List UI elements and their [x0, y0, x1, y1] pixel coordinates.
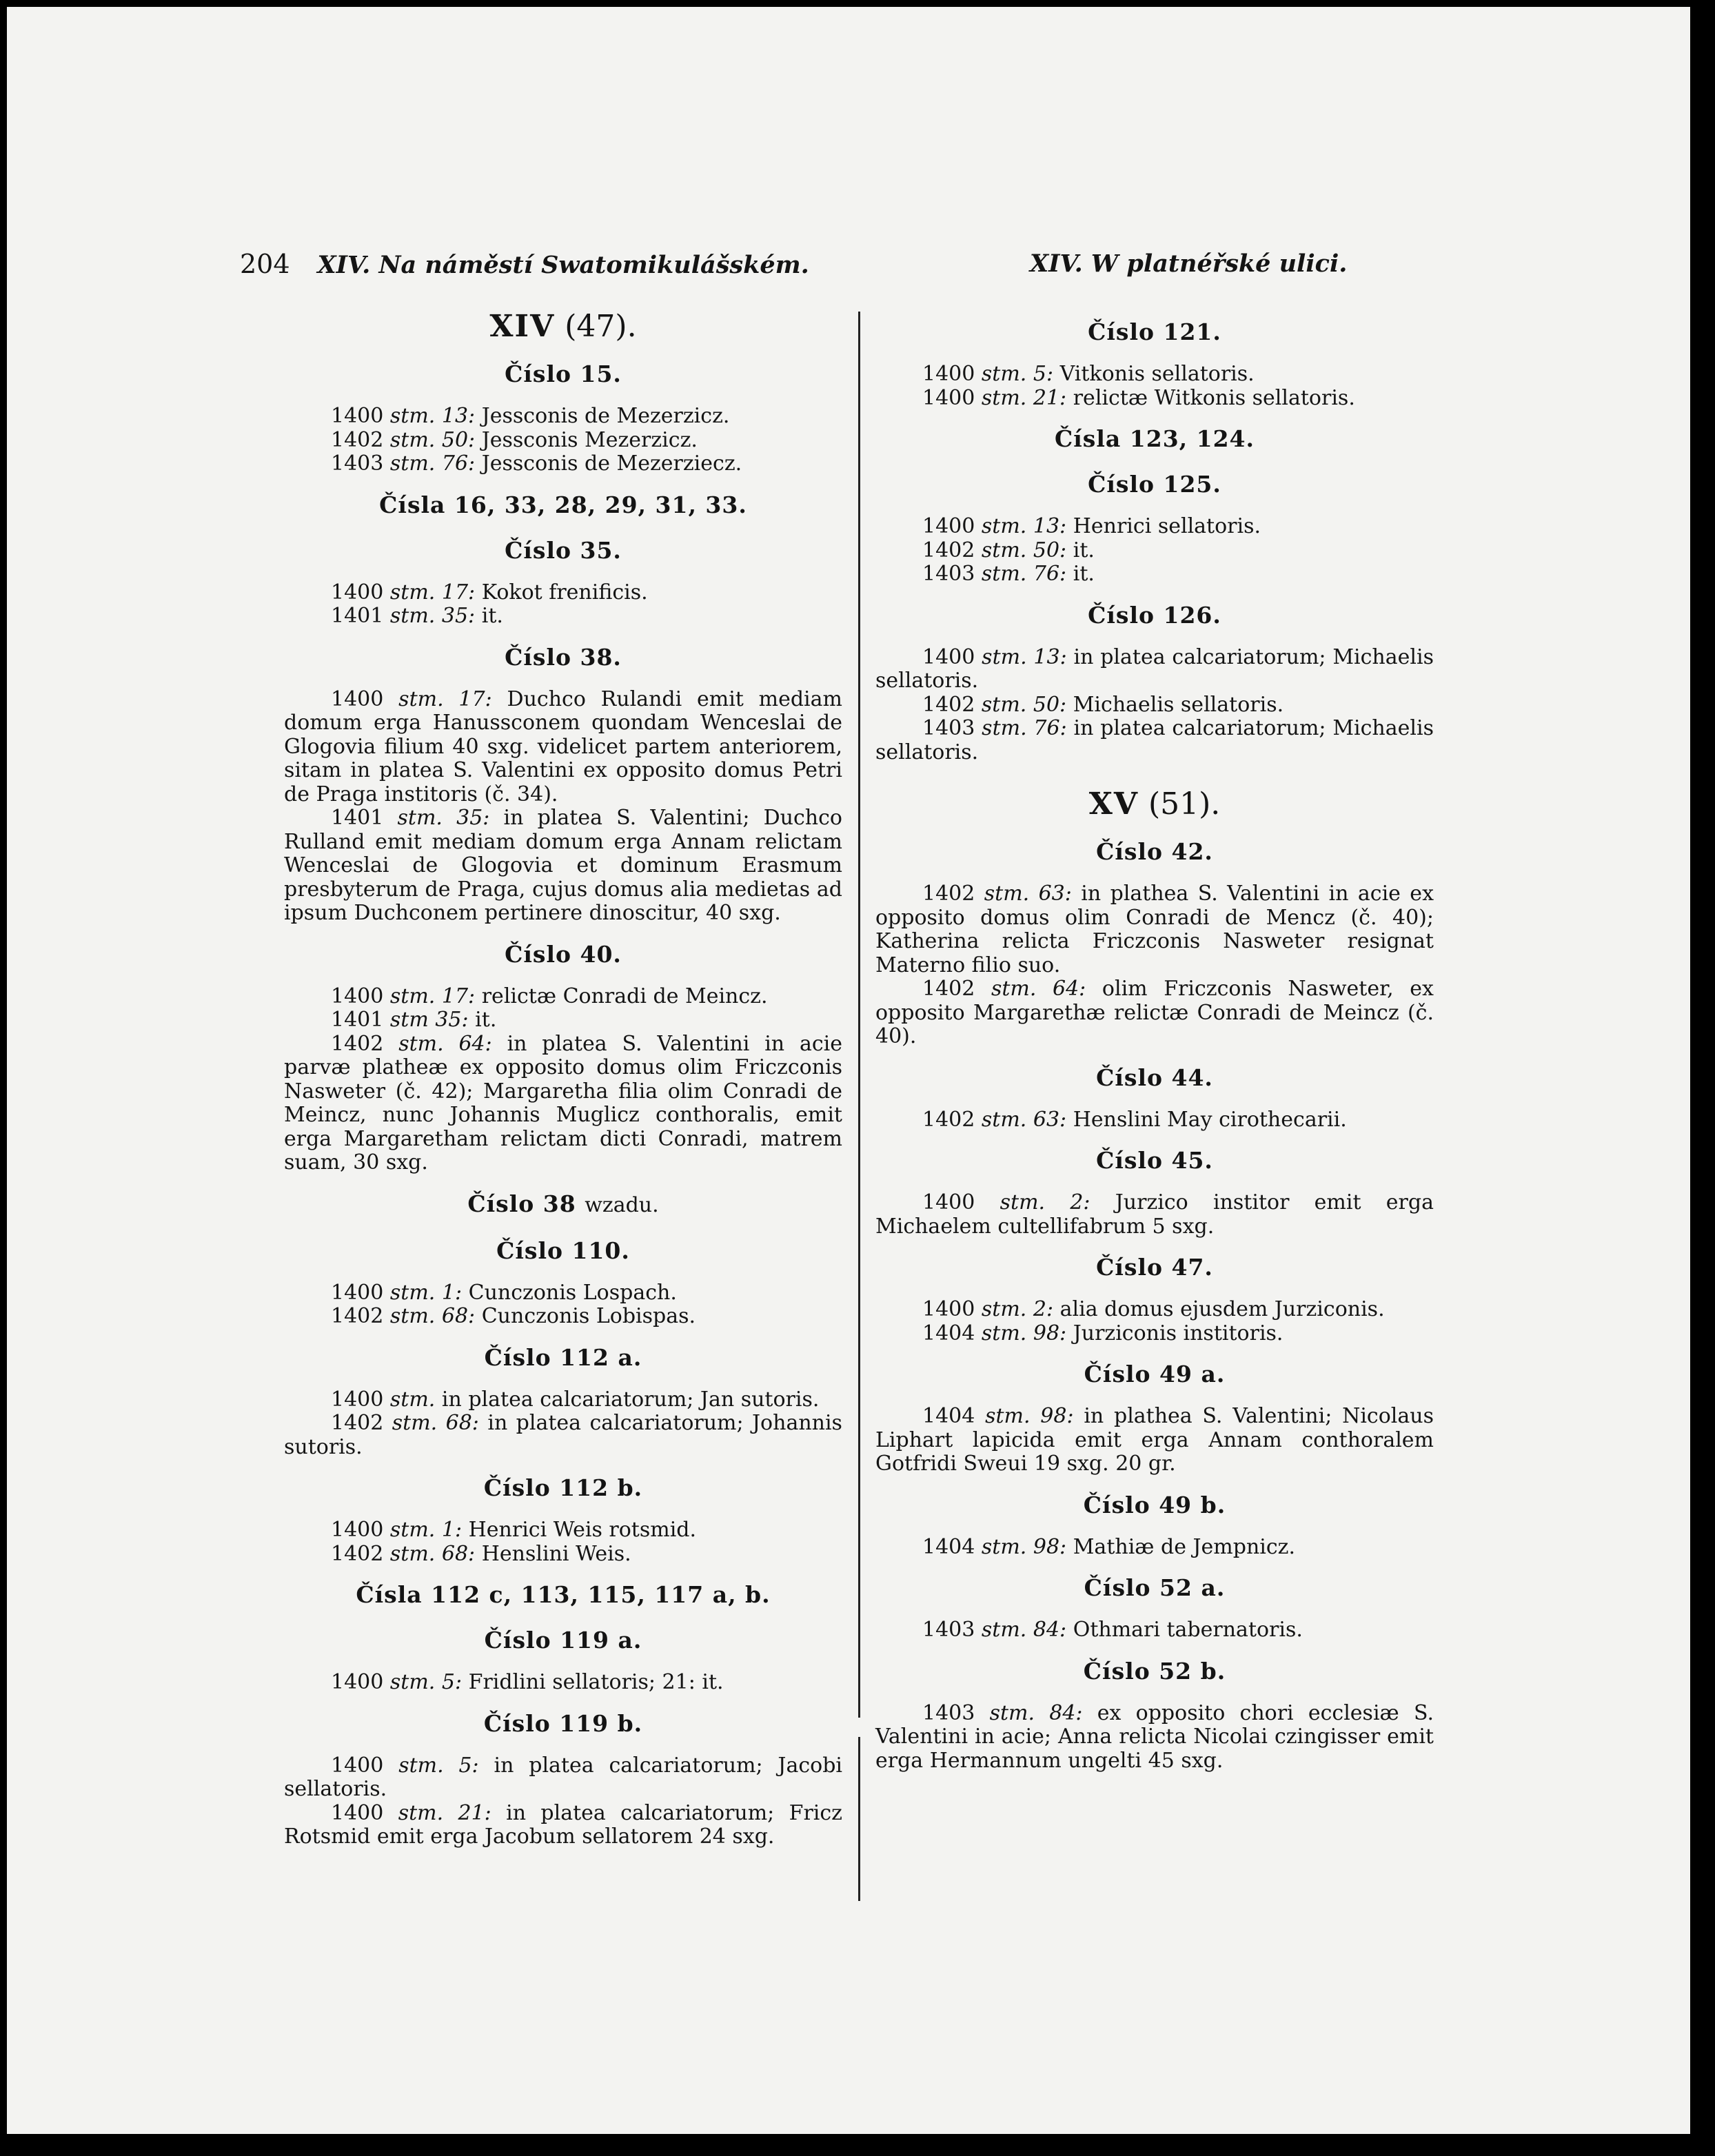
entry-heading	[875, 317, 1434, 347]
heading-text: Číslo 119 b.	[483, 1709, 643, 1737]
entry-heading	[284, 939, 842, 970]
entry-year: 1403	[922, 1700, 975, 1725]
entry-text: in platea calcariatorum; Jan sutoris.	[441, 1387, 820, 1412]
entry-text: Jessconis Mezerzicz.	[481, 427, 698, 452]
record-entry	[875, 1618, 1434, 1643]
heading-text: Číslo 15.	[505, 360, 622, 387]
entry-heading	[284, 1189, 842, 1221]
entry-text: Henslini Weis.	[481, 1541, 631, 1566]
entry-stm: stm. 35:	[389, 604, 476, 628]
entry-stm: stm. 13:	[389, 404, 476, 428]
entry-text: in platea calcariatorum; Michaelis sellatoris.	[875, 716, 1434, 764]
record-entry	[875, 1702, 1434, 1773]
record-entry	[875, 515, 1434, 539]
entry-stm: stm. 2:	[999, 1190, 1090, 1214]
entry-heading	[875, 1573, 1434, 1603]
entry-text: Jurziconis institoris.	[1073, 1321, 1283, 1345]
entry-year: 1400	[331, 1670, 384, 1694]
section-title	[875, 786, 1434, 822]
entry-text: in plathea S. Valentini; Nicolaus Liphart lapicida emit erga Annam conthoralem Gotfridi Sweui 19 sxg. 20 gr.	[875, 1404, 1434, 1476]
entry-year: 1404	[922, 1534, 975, 1559]
heading-text: Číslo 42.	[1096, 838, 1213, 865]
entry-year: 1402	[331, 1541, 384, 1566]
record-entry	[875, 1298, 1434, 1322]
record-entry	[875, 1108, 1434, 1132]
entry-stm: stm.	[389, 1387, 436, 1412]
entry-text: in platea calcariatorum; Jacobi sellatoris.	[284, 1753, 843, 1801]
entry-heading	[284, 536, 842, 566]
entry-stm: stm. 13:	[981, 514, 1067, 538]
entry-year: 1402	[922, 1107, 975, 1132]
column-divider-lower	[858, 1737, 860, 1901]
heading-suffix: wzadu.	[585, 1192, 659, 1217]
record-entry	[284, 1281, 842, 1305]
page-sheet	[7, 7, 1690, 2134]
entry-year: 1404	[922, 1404, 975, 1428]
entry-heading	[284, 1709, 842, 1739]
entry-stm: stm. 13:	[982, 644, 1067, 669]
heading-text: Číslo 110.	[496, 1237, 630, 1264]
entry-stm: stm. 98:	[981, 1534, 1067, 1559]
entry-text: Fridlini sellatoris; 21: it.	[468, 1670, 724, 1694]
entry-year: 1403	[922, 716, 975, 740]
entry-stm: stm. 17:	[398, 687, 492, 711]
heading-text: Číslo 112 a.	[484, 1343, 642, 1371]
record-entry	[284, 604, 842, 629]
entry-stm: stm. 84:	[981, 1618, 1067, 1642]
entry-heading	[875, 1252, 1434, 1283]
entry-year: 1400	[331, 580, 384, 604]
entry-text: it.	[475, 1008, 497, 1032]
entry-text: olim Friczconis Nasweter, ex opposito Margarethæ relictæ Conradi de Meincz (č. 40).	[875, 977, 1434, 1048]
entry-text: Jessconis de Mezerziecz.	[481, 451, 742, 476]
heading-text: Číslo 38.	[505, 643, 622, 671]
record-entry	[284, 1305, 842, 1329]
record-entry	[875, 717, 1434, 764]
entry-stm: stm. 64:	[398, 1031, 492, 1056]
record-entry	[875, 387, 1434, 411]
running-head-right	[1030, 247, 1347, 281]
entry-stm: stm. 76:	[981, 562, 1067, 586]
heading-text: Čísla 112 c, 113, 115, 117 a, b.	[356, 1581, 771, 1608]
entry-heading	[284, 359, 842, 389]
entry-year: 1400	[922, 1297, 975, 1321]
heading-text: Číslo 121.	[1088, 318, 1221, 345]
entry-year: 1400	[331, 1518, 384, 1542]
entry-heading	[284, 642, 842, 673]
entry-text: relictæ Witkonis sellatoris.	[1073, 385, 1355, 410]
entry-text: Henrici Weis rotsmid.	[468, 1518, 697, 1542]
entry-text: in plathea S. Valentini in acie ex opposito domus olim Conradi de Mencz (č. 40); Katherina relicta Friczconis Nasweter resignat Materno filio suo.	[875, 882, 1434, 977]
entry-stm: stm. 17:	[389, 984, 476, 1008]
record-entry	[284, 581, 842, 605]
entry-heading	[875, 600, 1434, 631]
section-number: (51).	[1148, 786, 1221, 822]
entry-stm: stm 35:	[389, 1008, 469, 1032]
record-entry	[284, 1671, 842, 1695]
record-entry	[875, 1536, 1434, 1560]
entry-heading	[284, 1236, 842, 1266]
entry-stm: stm. 35:	[397, 806, 490, 830]
entry-year: 1400	[922, 644, 975, 669]
entry-year: 1400	[331, 404, 384, 428]
record-entry	[875, 1191, 1434, 1239]
heading-text: Číslo 112 b.	[483, 1474, 643, 1501]
right-title: XIV. W platnéřské ulici.	[1030, 250, 1348, 278]
left-title: XIV. Na náměstí Swatomikulášském.	[317, 251, 809, 279]
heading-text: Číslo 52 a.	[1084, 1574, 1226, 1601]
heading-text: Číslo 38	[467, 1190, 576, 1217]
heading-text: Číslo 35.	[505, 536, 622, 564]
entry-stm: stm. 76:	[982, 716, 1067, 740]
entry-year: 1400	[922, 1190, 975, 1214]
record-entry	[875, 539, 1434, 563]
record-entry	[284, 688, 842, 807]
entry-heading	[284, 1473, 842, 1503]
entry-year: 1400	[922, 362, 975, 386]
entry-text: Cunczonis Lobispas.	[481, 1304, 696, 1328]
entry-text: Mathiæ de Jempnicz.	[1073, 1534, 1296, 1559]
entry-year: 1402	[922, 977, 975, 1001]
heading-text: Číslo 125.	[1088, 471, 1221, 498]
entry-stm: stm. 5:	[981, 362, 1054, 386]
column-divider	[858, 312, 860, 1718]
entry-stm: stm. 63:	[984, 882, 1072, 906]
entry-year: 1402	[922, 538, 975, 562]
entry-text: Jessconis de Mezerzicz.	[481, 404, 730, 428]
entry-stm: stm. 98:	[985, 1404, 1074, 1428]
entry-stm: stm. 68:	[389, 1541, 476, 1566]
entry-stm: stm. 68:	[392, 1411, 479, 1435]
record-entry	[284, 806, 842, 926]
entry-heading	[875, 837, 1434, 867]
record-entry	[875, 1405, 1434, 1476]
entry-stm: stm. 76:	[389, 451, 476, 476]
record-entry	[284, 1008, 842, 1033]
entry-heading	[875, 1656, 1434, 1687]
heading-text: Číslo 44.	[1096, 1064, 1213, 1091]
entry-heading	[875, 1146, 1434, 1176]
heading-text: Číslo 45.	[1096, 1147, 1213, 1174]
entry-heading	[284, 1580, 842, 1610]
entry-heading	[875, 1063, 1434, 1093]
entry-year: 1400	[331, 1387, 384, 1412]
entry-text: it.	[1073, 562, 1095, 586]
section-number: (47).	[565, 309, 637, 344]
entry-stm: stm. 1:	[389, 1518, 463, 1542]
entry-text: Michaelis sellatoris.	[1073, 692, 1284, 717]
entry-heading	[875, 1359, 1434, 1390]
entry-text: Jurzico institor emit erga Michaelem cultellifabrum 5 sxg.	[875, 1190, 1434, 1239]
entry-stm: stm. 17:	[389, 580, 476, 604]
entry-stm: stm. 68:	[389, 1304, 476, 1328]
entry-stm: stm. 5:	[389, 1670, 463, 1694]
entry-year: 1402	[331, 1031, 384, 1056]
record-entry	[875, 693, 1434, 718]
entry-year: 1400	[922, 514, 975, 538]
entry-heading	[875, 469, 1434, 500]
entry-stm: stm. 98:	[981, 1321, 1067, 1345]
entry-stm: stm. 21:	[398, 1800, 491, 1825]
entry-stm: stm. 21:	[981, 385, 1067, 410]
record-entry	[875, 882, 1434, 977]
entry-year: 1400	[922, 385, 975, 410]
heading-text: Čísla 16, 33, 28, 29, 31, 33.	[379, 491, 747, 518]
section-roman: XIV	[489, 309, 556, 344]
record-entry	[875, 646, 1434, 693]
heading-text: Číslo 52 b.	[1083, 1657, 1226, 1685]
entry-text: relictæ Conradi de Meincz.	[481, 984, 768, 1008]
entry-text: in platea S. Valentini in acie parvæ platheæ ex opposito domus olim Friczconis Nasweter (č. 42); Margaretha filia olim Conradi de Meincz, nunc Johannis Muglicz conthoralis, emit erga Margaretham relictam dicti Conradi, matrem suam, 30 sxg.	[284, 1031, 842, 1174]
entry-year: 1404	[922, 1321, 975, 1345]
entry-stm: stm. 84:	[989, 1700, 1083, 1725]
entry-year: 1400	[331, 687, 384, 711]
record-entry	[284, 1388, 842, 1412]
section-title	[284, 309, 842, 344]
record-entry	[284, 452, 842, 476]
entry-stm: stm. 5:	[398, 1753, 479, 1778]
entry-text: Othmari tabernatoris.	[1073, 1618, 1303, 1642]
heading-text: Číslo 126.	[1088, 601, 1221, 629]
entry-year: 1402	[331, 1304, 384, 1328]
entry-stm: stm. 63:	[981, 1107, 1067, 1132]
entry-heading	[875, 1490, 1434, 1521]
entry-year: 1400	[331, 1800, 384, 1825]
entry-text: Henslini May cirothecarii.	[1073, 1107, 1347, 1132]
entry-text: in platea calcariatorum; Michaelis sellatoris.	[875, 644, 1434, 693]
entry-text: it.	[1073, 538, 1095, 562]
entry-heading	[284, 1343, 842, 1373]
entry-text: in platea calcariatorum; Fricz Rotsmid emit erga Jacobum sellatorem 24 sxg.	[284, 1800, 842, 1849]
entry-text: in platea S. Valentini; Duchco Rulland emit mediam domum erga Annam relictam Wenceslai de Glogovia et dominum Erasmum presbyterum de Praga, cujus domus alia medietas ad ipsum Duchconem pertinere dinoscitur, 40 sxg.	[284, 806, 842, 925]
entry-year: 1400	[331, 1280, 384, 1305]
entry-stm: stm. 50:	[389, 427, 476, 452]
heading-text: Číslo 49 b.	[1083, 1491, 1226, 1518]
entry-text: Vitkonis sellatoris.	[1059, 362, 1255, 386]
left-column	[284, 303, 842, 1849]
heading-text: Čísla 123, 124.	[1054, 425, 1255, 452]
heading-text: Číslo 40.	[505, 940, 622, 968]
entry-stm: stm. 50:	[981, 692, 1067, 717]
entry-text: Cunczonis Lospach.	[468, 1280, 677, 1305]
entry-year: 1403	[331, 451, 384, 476]
entry-year: 1403	[922, 1618, 975, 1642]
record-entry	[284, 1033, 842, 1175]
record-entry	[875, 562, 1434, 587]
entry-text: Henrici sellatoris.	[1073, 514, 1261, 538]
entry-stm: stm. 2:	[981, 1297, 1054, 1321]
record-entry	[284, 985, 842, 1009]
entry-text: Kokot frenificis.	[481, 580, 648, 604]
entry-text: in platea calcariatorum; Johannis sutoris.	[284, 1411, 842, 1459]
heading-text: Číslo 119 a.	[484, 1627, 642, 1654]
record-entry	[284, 1802, 842, 1849]
record-entry	[284, 1518, 842, 1543]
section-spacer	[875, 764, 1434, 781]
entry-year: 1402	[922, 692, 975, 717]
entry-year: 1401	[331, 806, 384, 830]
entry-heading	[284, 1625, 842, 1656]
entry-year: 1400	[331, 984, 384, 1008]
record-entry	[875, 363, 1434, 387]
entry-text: it.	[481, 604, 503, 628]
heading-text: Číslo 49 a.	[1084, 1361, 1226, 1387]
entry-stm: stm. 50:	[981, 538, 1067, 562]
record-entry	[284, 1412, 842, 1459]
entry-year: 1402	[922, 882, 975, 906]
record-entry	[284, 429, 842, 453]
record-entry	[284, 1754, 842, 1802]
entry-text: ex opposito chori ecclesiæ S. Valentini in acie; Anna relicta Nicolai czingisser emit erga Hermannum ungelti 45 sxg.	[875, 1700, 1434, 1773]
page-number: 204	[240, 249, 290, 279]
entry-stm: stm. 64:	[991, 977, 1086, 1001]
heading-text: Číslo 47.	[1096, 1254, 1213, 1281]
section-roman: XV	[1088, 786, 1139, 822]
entry-heading	[875, 424, 1434, 454]
entry-heading	[284, 490, 842, 520]
running-head-left	[240, 247, 809, 281]
record-entry	[875, 977, 1434, 1049]
right-column	[875, 303, 1434, 1773]
record-entry	[284, 1543, 842, 1567]
entry-text: Duchco Rulandi emit mediam domum erga Hanussconem quondam Wenceslai de Glogovia filium 40 sxg. videlicet partem anteriorem, sitam in platea S. Valentini ex opposito domus Petri de Praga institoris (č. 34).	[284, 687, 842, 806]
entry-stm: stm. 1:	[389, 1280, 463, 1305]
record-entry	[284, 405, 842, 429]
entry-year: 1401	[331, 1008, 384, 1032]
entry-year: 1400	[331, 1753, 384, 1778]
entry-year: 1403	[922, 562, 975, 586]
entry-text: alia domus ejusdem Jurziconis.	[1059, 1297, 1385, 1321]
entry-year: 1401	[331, 604, 384, 628]
record-entry	[875, 1322, 1434, 1346]
entry-year: 1402	[331, 427, 384, 452]
entry-year: 1402	[331, 1411, 384, 1435]
